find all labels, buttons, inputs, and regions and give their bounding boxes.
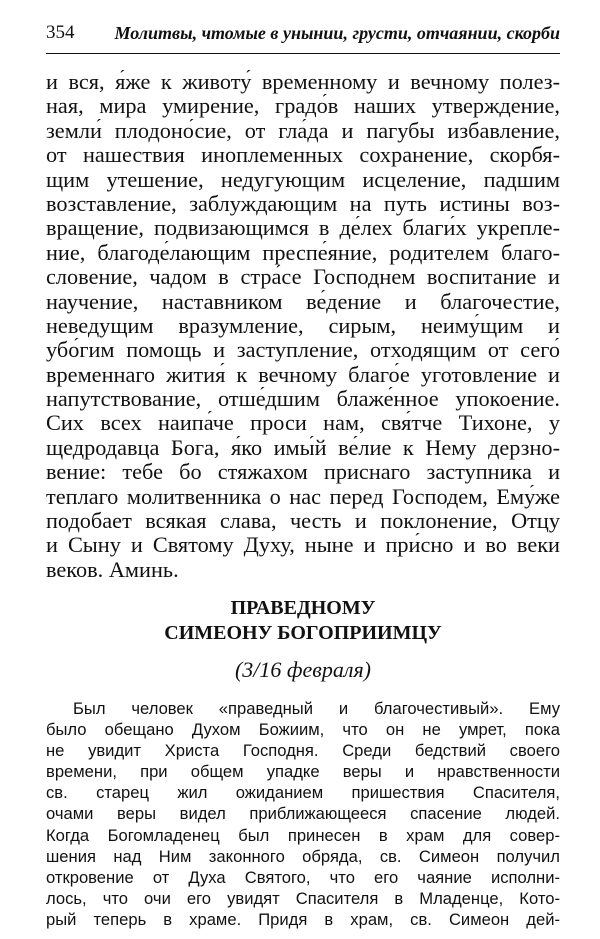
prayer-line: вращение, подвизающимся в де́лех благи́х укрепле-	[46, 216, 560, 241]
bio-line: откровение от Духа Святого, что его чаяние исполни-	[46, 867, 560, 887]
bio-line: лось, что очи его увидят Спасителя в Младенце, Кото-	[46, 888, 560, 908]
prayer-line: убо́гим помощь и заступление, отходящим от сего́	[46, 338, 560, 363]
prayer-line: ная, мира умирение, градо́в наших утверждение,	[46, 94, 560, 119]
running-title: Молитвы, чтомые в унынии, грусти, отчаянии, скорби	[114, 23, 560, 43]
prayer-line: неведущим вразумление, сирым, неиму́щим и	[46, 313, 560, 338]
prayer-line: возставление, заблуждающим на путь истины воз-	[46, 191, 560, 216]
bio-line: было обещано Духом Божиим, что он не умрет, пока	[46, 720, 560, 740]
prayer-line: и Сыну и Святому Духу, ныне и при́сно и во веки	[46, 533, 560, 558]
prayer-line: подобает всякая слава, честь и поклонение, Отцу	[46, 509, 560, 534]
bio-line: шения над Ним законного обряда, св. Симеон получил	[46, 846, 560, 866]
prayer-line: теплаго молитвенника о нас перед Господем, Ему́же	[46, 484, 560, 509]
section-heading-line: СИМЕОНУ БОГОПРИИМЦУ	[164, 622, 442, 644]
bio-line: времени, при общем упадке веры и нравственности	[46, 762, 560, 782]
header-rule	[46, 53, 560, 54]
section-heading-line: ПРАВЕДНОМУ	[230, 597, 376, 619]
prayer-line: от нашествия иноплеменных сохранение, скорбя-	[46, 143, 560, 168]
prayer-line: и вся, я́же к животу́ временному и вечному полез-	[46, 70, 560, 94]
prayer-line: научение, наставником ве́дение и благочестие,	[46, 289, 560, 314]
bio-line: рый теперь в храме. Придя в храм, св. Симеон дей-	[46, 909, 560, 929]
prayer-line: щим утешение, недугующим исцеление, падшим	[46, 167, 560, 192]
prayer-line: временнаго жития́ к вечному благо́е уготовление и	[46, 362, 560, 387]
prayer-line: ние, благоде́лающим преспе́яние, родителем благо-	[46, 240, 560, 265]
bio-line: Был человек «праведный и благочестивый». Ему	[73, 699, 560, 718]
prayer-line: щедродавца Бога, я́ко имы́й ве́лие к Нему дерзно-	[46, 435, 560, 460]
prayer-line: земли́ плодоно́сие, от гла́да и пагубы избавление,	[46, 118, 560, 143]
saint-biography	[46, 698, 560, 930]
bio-line: не увидит Христа Господня. Среди бедствий своего	[46, 741, 560, 761]
page-header	[46, 18, 560, 48]
bio-line: Когда Богомладенец был принесен в храм для совер-	[46, 825, 560, 845]
section-heading	[46, 596, 560, 646]
bio-line: очами веры видел приближающееся спасение людей.	[46, 804, 560, 824]
feast-date: (3/16 февраля)	[234, 657, 372, 682]
prayer-line: веков. Аминь.	[46, 557, 179, 582]
bio-line: св. старец жил ожиданием пришествия Спасителя,	[46, 783, 560, 803]
page-number: 354	[46, 22, 75, 43]
prayer-line: напутствование, отше́дшим блаже́нное упокоение.	[46, 387, 560, 412]
prayer-line: Сих всех наипа́че проси нам, свя́тче Тихоне, у	[46, 411, 560, 436]
prayer-line: вение: тебе бо стяжахом приснаго заступника и	[46, 460, 560, 485]
prayer-text	[46, 70, 560, 582]
prayer-line: словение, чадом в стра́се Господнем воспитание и	[46, 265, 560, 290]
